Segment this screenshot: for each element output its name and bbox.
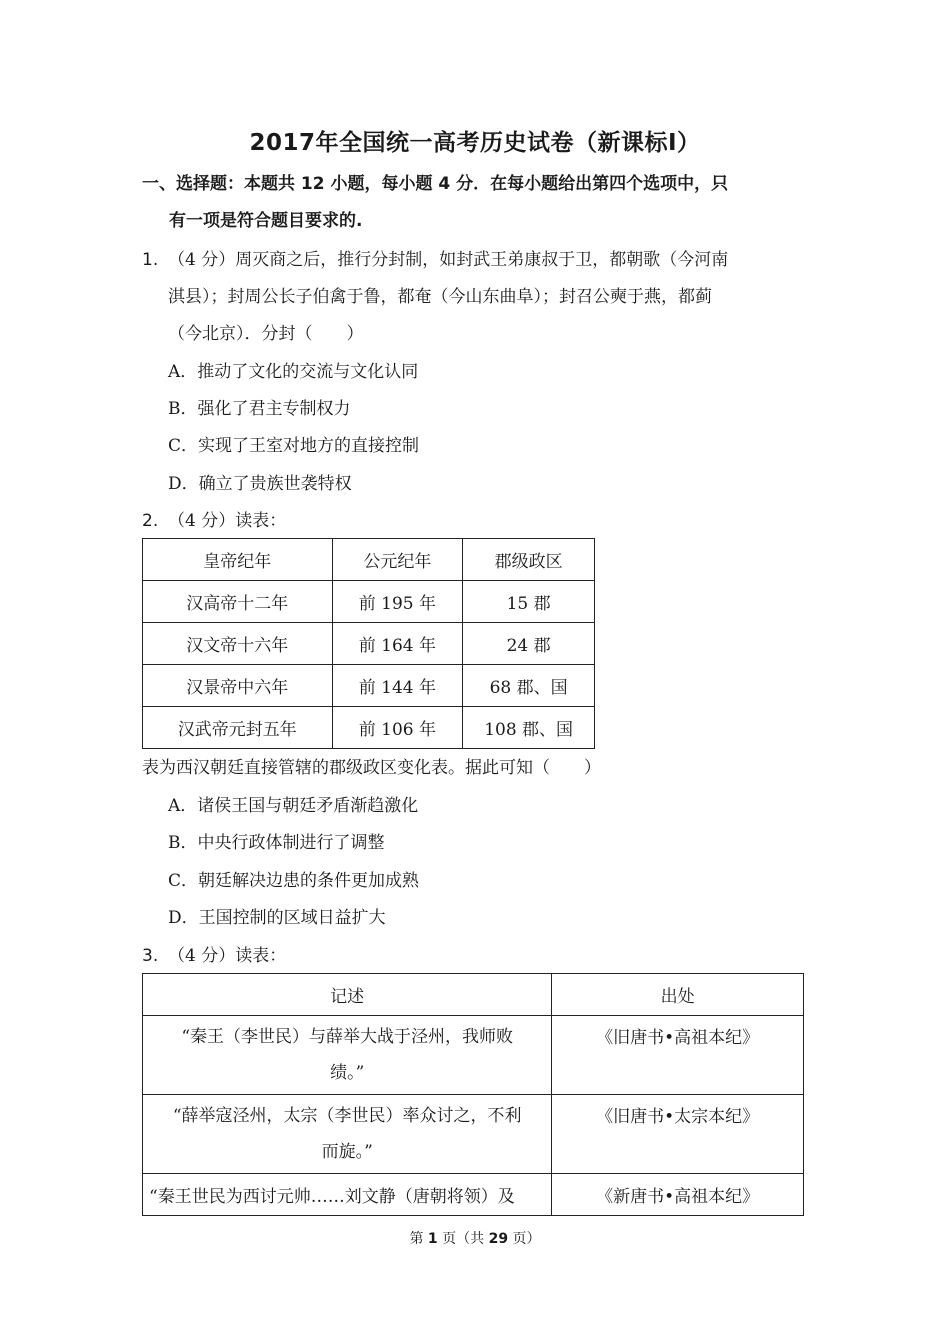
table-row (143, 1016, 804, 1095)
table-header-cell: 郡级政区 (463, 539, 595, 581)
record-line: “秦王（李世民）与薛举大战于泾州，我师败 (181, 1027, 514, 1047)
question-2-table-note: 表为西汉朝廷直接管辖的郡级政区变化表。据此可知（ ） (142, 758, 601, 778)
section-header-line-2: 有一项是符合题目要求的. (169, 211, 363, 231)
table-cell-source: 《旧唐书•太宗本纪》 (552, 1095, 804, 1174)
record-line: 绩。” (330, 1063, 365, 1083)
table-cell: 汉景帝中六年 (143, 665, 333, 707)
section-header-line-1: 一、选择题：本题共 12 小题，每小题 4 分．在每小题给出第四个选项中，只 (142, 174, 729, 194)
footer-total-pages: 29 (488, 1231, 509, 1247)
footer-suffix: 页） (512, 1231, 541, 1247)
question-2-stem: （4 分）读表： (168, 511, 287, 531)
table-row (143, 1174, 804, 1216)
record-line: 而旋。” (321, 1142, 373, 1162)
question-1-option-d[interactable]: D．确立了贵族世袭特权 (168, 474, 352, 494)
table-cell: 前 144 年 (332, 665, 463, 707)
question-1-stem-line-2: 淇县）；封周公长子伯禽于鲁，都奄（今山东曲阜）；封召公奭于燕，都蓟 (168, 287, 712, 307)
table-cell: 前 164 年 (332, 623, 463, 665)
table-header-row (143, 539, 595, 581)
table-cell: 15 郡 (463, 581, 595, 623)
table-cell: 汉武帝元封五年 (143, 707, 333, 749)
question-3-table (142, 973, 804, 1216)
table-cell: 前 195 年 (332, 581, 463, 623)
table-row (143, 623, 595, 665)
question-2-option-c[interactable]: C．朝廷解决边患的条件更加成熟 (168, 871, 420, 891)
table-cell: 108 郡、国 (463, 707, 595, 749)
table-cell-record (143, 1095, 552, 1174)
table-row (143, 707, 595, 749)
footer-prefix: 第 (409, 1231, 424, 1247)
page-footer (0, 1228, 950, 1248)
table-cell: 68 郡、国 (463, 665, 595, 707)
table-header-cell: 公元纪年 (332, 539, 463, 581)
page-title: 2017年全国统一高考历史试卷（新课标Ⅰ） (249, 130, 701, 156)
question-2-option-a[interactable]: A．诸侯王国与朝廷矛盾渐趋激化 (168, 796, 419, 816)
footer-page-number: 1 (427, 1231, 438, 1247)
table-cell-source: 《旧唐书•高祖本纪》 (552, 1016, 804, 1095)
record-line: “薛举寇泾州，太宗（李世民）率众讨之，不利 (172, 1106, 522, 1126)
table-cell: 前 106 年 (332, 707, 463, 749)
question-1-stem-line-3: （今北京）．分封（ ） (168, 324, 364, 344)
table-cell: 汉文帝十六年 (143, 623, 333, 665)
table-header-cell: 记述 (143, 974, 552, 1016)
question-1-number: 1. (142, 250, 159, 270)
table-row (143, 581, 595, 623)
table-cell-record (143, 1016, 552, 1095)
question-1-stem-line-1: （4 分）周灭商之后，推行分封制，如封武王弟康叔于卫，都朝歌（今河南 (168, 250, 729, 270)
question-1-option-b[interactable]: B．强化了君主专制权力 (168, 399, 351, 419)
question-2-option-b[interactable]: B．中央行政体制进行了调整 (168, 833, 385, 853)
question-2-option-d[interactable]: D．王国控制的区域日益扩大 (168, 908, 386, 928)
question-3-stem: （4 分）读表： (168, 946, 287, 966)
question-1-option-a[interactable]: A．推动了文化的交流与文化认同 (168, 362, 419, 382)
section-header (142, 166, 812, 240)
table-cell-record: “秦王世民为西讨元帅……刘文静（唐朝将领）及 (143, 1174, 552, 1216)
footer-middle: 页（共 (442, 1231, 485, 1247)
table-header-cell: 皇帝纪年 (143, 539, 333, 581)
table-cell-source: 《新唐书•高祖本纪》 (552, 1174, 804, 1216)
table-cell: 24 郡 (463, 623, 595, 665)
table-cell: 汉高帝十二年 (143, 581, 333, 623)
question-3-number: 3. (142, 946, 159, 966)
question-2-number: 2. (142, 511, 159, 531)
table-row (143, 665, 595, 707)
question-2-table (142, 538, 595, 749)
question-1-option-c[interactable]: C．实现了王室对地方的直接控制 (168, 436, 420, 456)
table-header-cell: 出处 (552, 974, 804, 1016)
table-row (143, 1095, 804, 1174)
table-header-row (143, 974, 804, 1016)
